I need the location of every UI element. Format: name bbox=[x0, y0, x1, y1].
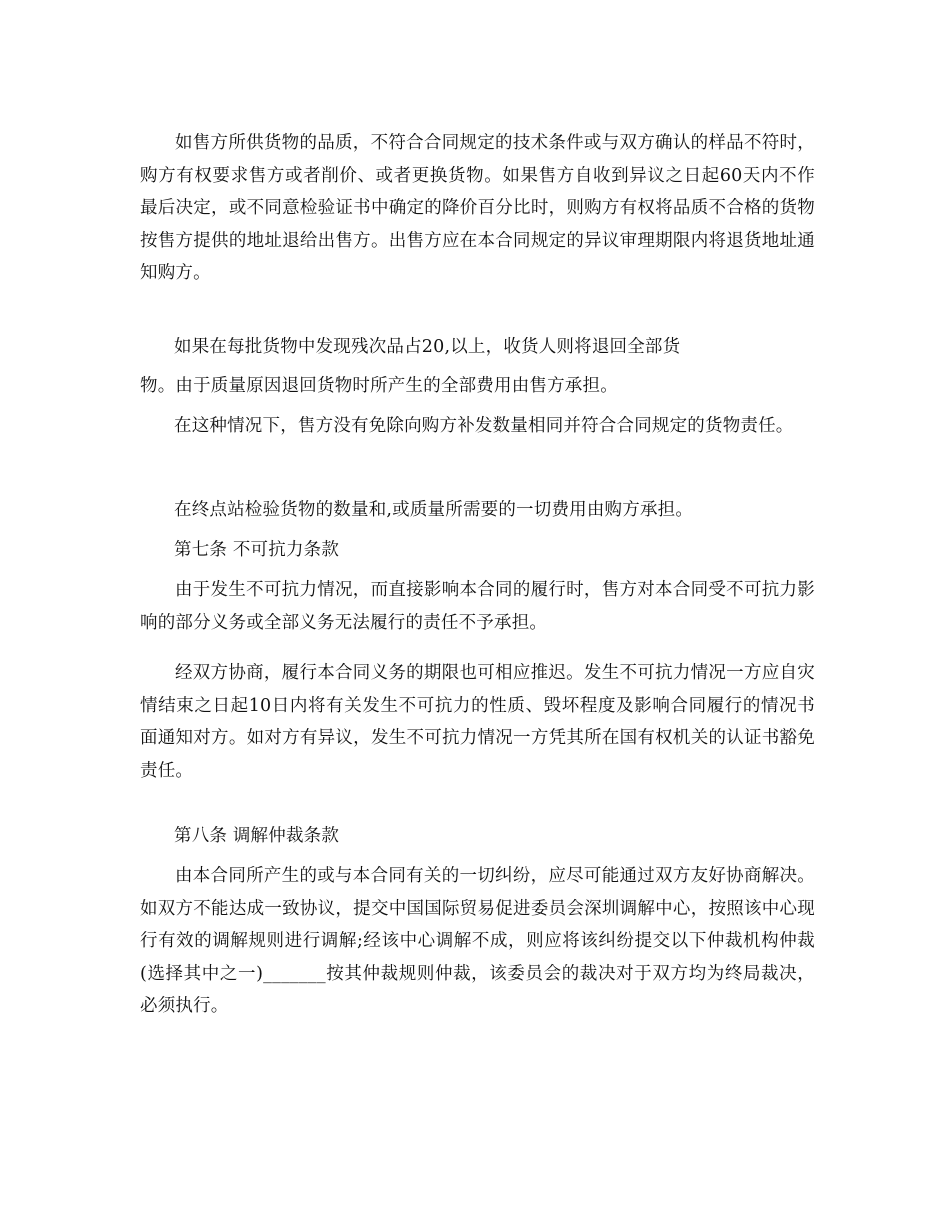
paragraph-quality-objection: 如售方所供货物的品质，不符合合同规定的技术条件或与双方确认的样品不符时，购方有权要求售方或者削价、或者更换货物。如果售方自收到异议之日起60天内不作最后决定，或不同意检验证书中确定的降价百分比时，则购方有权将品质不合格的货物按售方提供的地址退给出售方。出售方应在本合同规定的异议审理期限内将退货地址通知购方。 bbox=[140, 133, 815, 283]
paragraph-inspection-cost: 在终点站检验货物的数量和,或质量所需要的一切费用由购方承担。 bbox=[174, 500, 694, 520]
paragraph-arbitration: 由本合同所产生的或与本合同有关的一切纠纷，应尽可能通过双方友好协商解决。如双方不能达成一致协议，提交中国国际贸易促进委员会深圳调解中心，按照该中心现行有效的调解规则进行调解;经该中心调解不成，则应将该纠纷提交以下仲裁机构仲裁(选择其中之一)_______按其仲裁规则仲裁，该委员会的裁决对于双方均为终局裁决，必须执行。 bbox=[140, 866, 815, 1016]
paragraph-defect-rate-line1: 如果在每批货物中发现残次品占20,以上，收货人则将退回全部货 bbox=[174, 337, 681, 357]
section-heading-force-majeure: 第七条 不可抗力条款 bbox=[174, 540, 340, 560]
paragraph-force-majeure-liability: 由于发生不可抗力情况，而直接影响本合同的履行时，售方对本合同受不可抗力影响的部分义务或全部义务无法履行的责任不予承担。 bbox=[140, 580, 815, 633]
paragraph-force-majeure-notice: 经双方协商，履行本合同义务的期限也可相应推迟。发生不可抗力情况一方应自灾情结束之日起10日内将有关发生不可抗力的性质、毁坏程度及影响合同履行的情况书面通知对方。如对方有异议，发生不可抗力情况一方凭其所在国有权机关的认证书豁免责任。 bbox=[140, 663, 815, 781]
paragraph-replacement-duty: 在这种情况下，售方没有免除向购方补发数量相同并符合合同规定的货物责任。 bbox=[174, 416, 794, 436]
paragraph-defect-rate-line2: 物。由于质量原因退回货物时所产生的全部费用由售方承担。 bbox=[140, 376, 618, 396]
section-heading-arbitration: 第八条 调解仲裁条款 bbox=[174, 826, 340, 846]
